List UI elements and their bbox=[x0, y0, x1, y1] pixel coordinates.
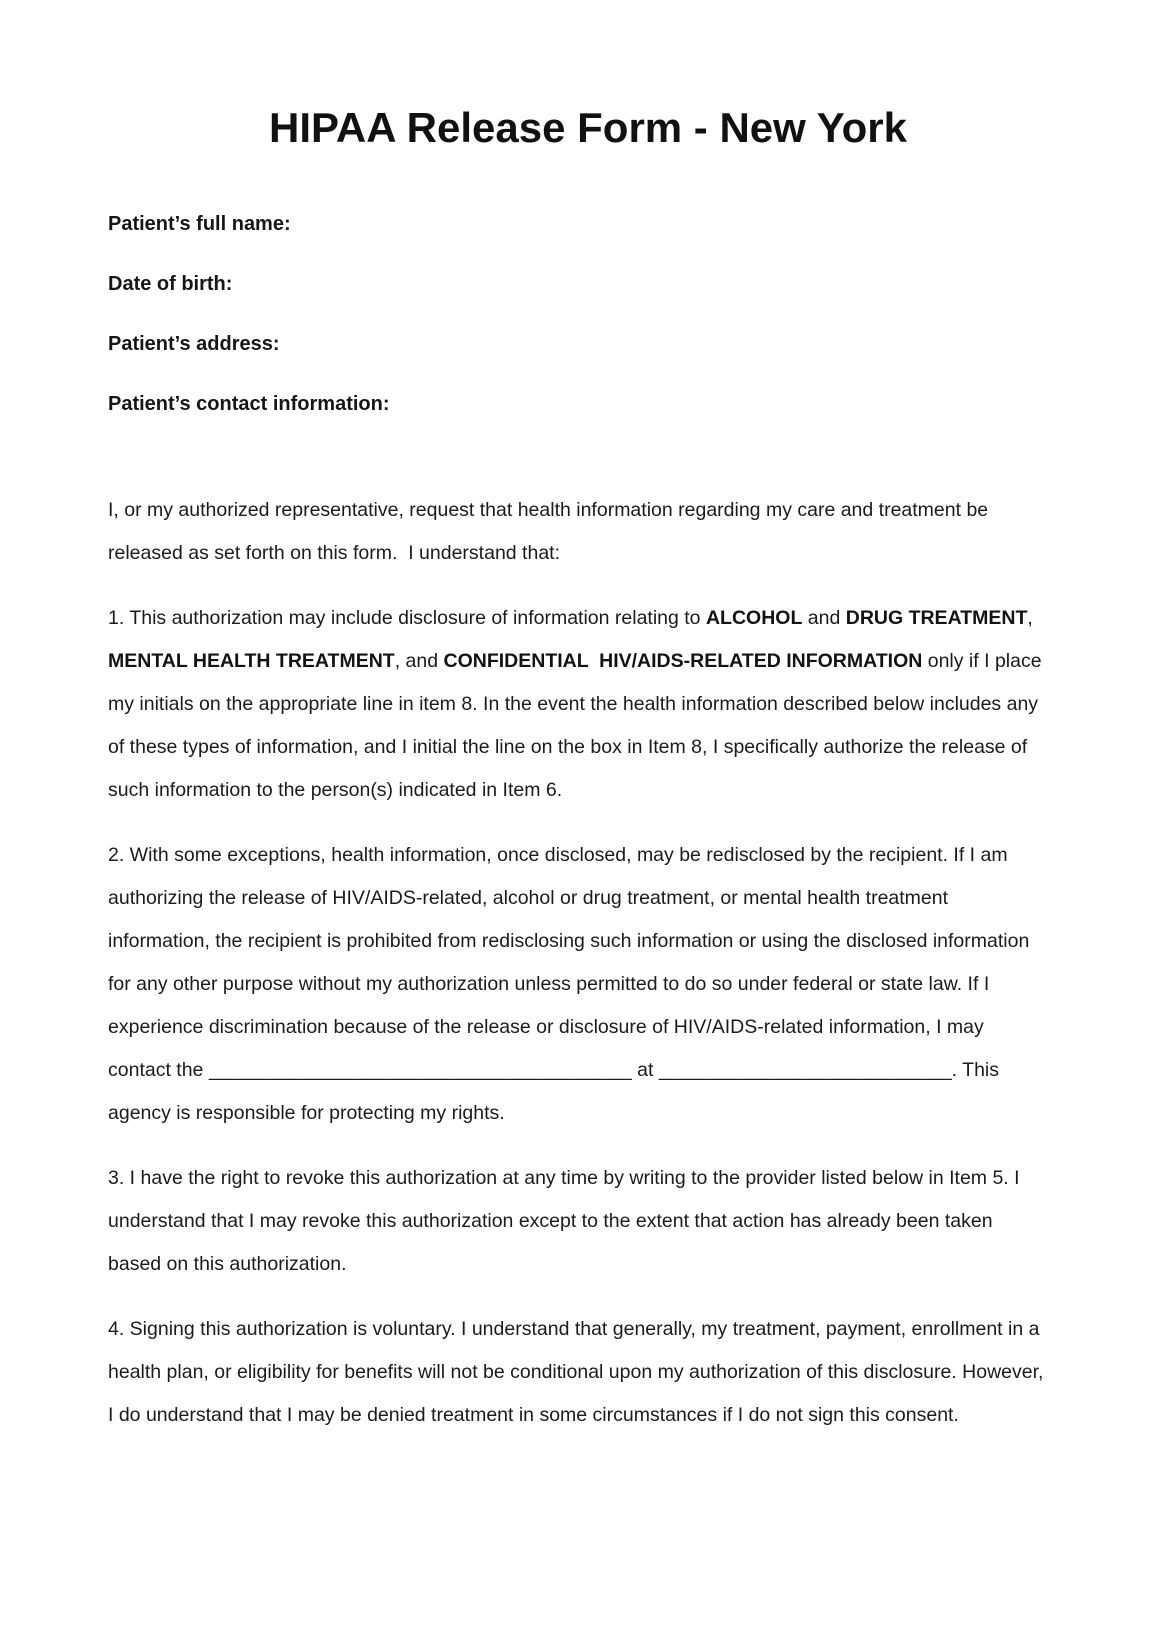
body-text: , and bbox=[394, 650, 444, 673]
field-label-patient-address: Patient’s address: bbox=[108, 333, 280, 356]
body-text: only if I place my initials on the appropriate line in item 8. In the event the health information described below includes any of these types of information, and I initial the line on the box in Item 8, I specifically authorize the release of such information to the person(s) indicated in Item 6. bbox=[108, 650, 1047, 802]
item-3-paragraph: 3. I have the right to revoke this authorization at any time by writing to the provider listed below in Item 5. I understand that I may revoke this authorization except to the extent that action has already been taken based on this authorization. bbox=[108, 1167, 1025, 1276]
intro-paragraph: I, or my authorized representative, request that health information regarding my care and treatment be released as set forth on this form. I understand that: bbox=[108, 499, 994, 565]
body-text: , bbox=[1027, 607, 1039, 630]
document-title: HIPAA Release Form - New York bbox=[269, 104, 907, 151]
patient-fields-section bbox=[108, 211, 1048, 417]
field-label-patient-contact-information: Patient’s contact information: bbox=[108, 393, 390, 416]
emphasis-text: DRUG TREATMENT bbox=[845, 607, 1028, 630]
item-4-paragraph: 4. Signing this authorization is voluntary. I understand that generally, my treatment, payment, enrollment in a health plan, or eligibility for benefits will not be conditional upon my authorization of this disclosure. However, I do understand that I may be denied treatment in some circumstances if I do not sign this consent. bbox=[108, 1318, 1049, 1427]
body-text: and bbox=[802, 607, 846, 630]
emphasis-text: MENTAL HEALTH TREATMENT bbox=[108, 650, 395, 673]
field-label-patient-full-name: Patient’s full name: bbox=[108, 213, 291, 236]
field-label-date-of-birth: Date of birth: bbox=[108, 273, 233, 296]
item-1-paragraph bbox=[108, 597, 1048, 812]
emphasis-text: CONFIDENTIAL HIV/AIDS-RELATED INFORMATION bbox=[443, 650, 923, 673]
item-2-paragraph: 2. With some exceptions, health information, once disclosed, may be redisclosed by the recipient. If I am authorizing the release of HIV/AIDS-related, alcohol or drug treatment, or mental health treatment information, the recipient is prohibited from redisclosing such information or using the disclosed information for any other purpose without my authorization unless permitted to do so under federal or state law. If I experience discrimination because of the release or disclosure of HIV/AIDS-related information, I may contact the _______________________________________ at ___________________________. This agency is responsible for protecting my rights. bbox=[108, 844, 1035, 1125]
document-body bbox=[108, 489, 1048, 1437]
emphasis-text: ALCOHOL bbox=[705, 607, 803, 630]
body-text: 1. This authorization may include disclosure of information relating to bbox=[108, 607, 706, 630]
